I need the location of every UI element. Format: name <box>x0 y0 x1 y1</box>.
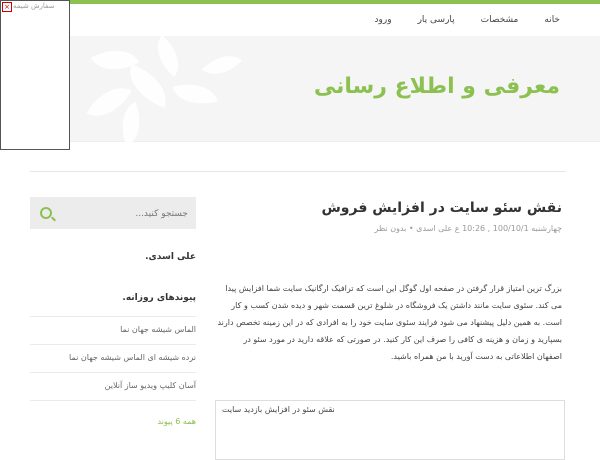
daily-link[interactable]: نرده شیشه ای الماس شیشه جهان نما <box>69 353 196 362</box>
decorative-leaf <box>172 76 217 111</box>
search-input[interactable] <box>60 204 190 224</box>
search-box <box>30 197 196 229</box>
site-title[interactable]: معرفی و اطلاع رسانی <box>313 74 560 99</box>
decorative-leaf <box>146 35 189 77</box>
sidebar-author: علی اسدی. <box>145 252 196 262</box>
broken-image-alt: سفارش شیمه <box>13 2 55 10</box>
all-links-link[interactable]: همه 6 پیوند <box>157 417 196 426</box>
daily-links-title: پیوندهای روزانه. <box>122 293 196 303</box>
divider <box>30 400 196 401</box>
decorative-leaf <box>121 64 174 108</box>
main-nav <box>349 4 600 36</box>
comment-textarea[interactable] <box>215 400 565 460</box>
decorative-leaf <box>113 102 149 146</box>
divider <box>30 344 196 345</box>
search-icon[interactable] <box>40 207 52 219</box>
nav-home[interactable]: خانه <box>544 15 560 25</box>
daily-link[interactable]: آسان کلیپ ویدیو ساز آنلاین <box>104 381 196 390</box>
post-body: بزرگ ترین امتیاز قرار گرفتن در صفحه اول گوگل این است که ترافیک ارگانیک سایت شما افزایش پیدا می کند. سئوی سایت مانند داشتن یک فروشگاه در شلوغ ترین قسمت شهر و دیده شدن کسب و کار است. به همین دلیل پیشنهاد می شود فرایند سئوی سایت خود را به افرادی که در این زمینه تخصص دارند بسپارید و زمان و هزینه ی کافی را صرف این کار کنید. در صورتی که علاقه دارید در مورد سئو در اصفهان اطلاعاتی به دست آورید با من همراه باشید. <box>217 284 562 361</box>
content-divider <box>30 171 566 172</box>
decorative-leaf <box>202 45 242 85</box>
daily-link[interactable]: الماس شیشه جهان نما <box>120 325 196 334</box>
divider <box>30 316 196 317</box>
nav-parsiyar[interactable]: پارسی یار <box>417 15 455 25</box>
post-title[interactable]: نقش سئو سایت در افزایش فروش <box>321 200 562 216</box>
nav-login[interactable]: ورود <box>374 15 392 25</box>
post-meta: چهارشنبه 100/10/1 , 10:26 ع علی اسدی • بدون نظر <box>374 224 562 233</box>
broken-image <box>0 0 70 150</box>
broken-image-icon: × <box>2 2 12 12</box>
nav-profile[interactable]: مشخصات <box>480 15 519 25</box>
divider <box>30 372 196 373</box>
